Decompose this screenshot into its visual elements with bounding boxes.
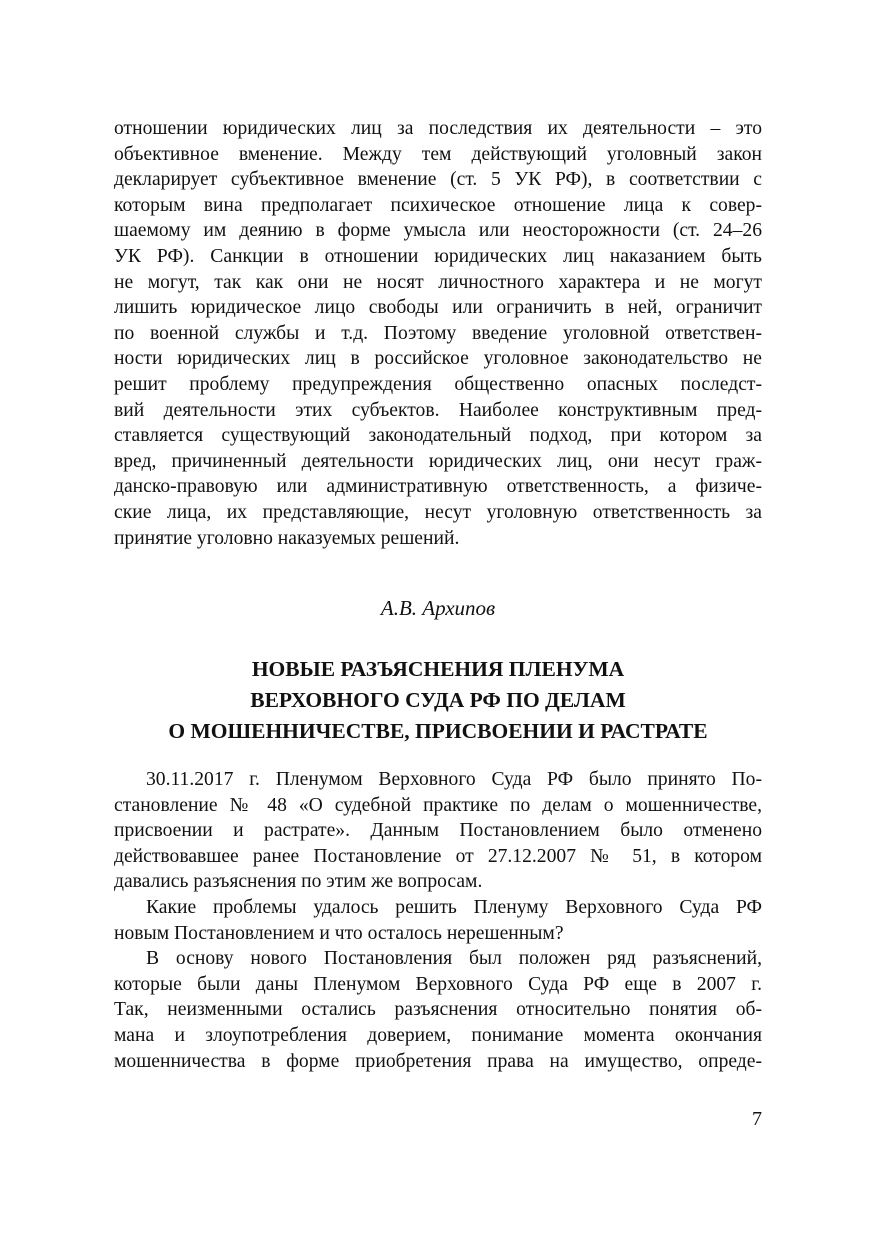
text-line: декларирует субъективное вменение (ст. 5 УК РФ), в соответствии с — [114, 169, 762, 191]
text-line: которым вина предполагает психическое отношение лица к совер- — [114, 194, 762, 216]
text-line: действовавшее ранее Постановление от 27.12.2007 № 51, в котором — [114, 845, 762, 867]
text-line: вред, причиненный деятельности юридических лиц, они несут граж- — [114, 450, 762, 472]
text-line: Так, неизменными остались разъяснения относительно понятия об- — [114, 999, 762, 1021]
text-line: объективное вменение. Между тем действующий уголовный закон — [114, 143, 762, 165]
text-line: вий деятельности этих субъектов. Наиболее конструктивным пред- — [114, 399, 762, 421]
text-line: становление № 48 «О судебной практике по делам о мошенничестве, — [114, 794, 762, 816]
text-line: шаемому им деянию в форме умысла или неосторожности (ст. 24–26 — [114, 220, 762, 242]
title-line: НОВЫЕ РАЗЪЯСНЕНИЯ ПЛЕНУМА — [251, 657, 625, 681]
article-title — [114, 654, 762, 747]
text-line: ставляется существующий законодательный подход, при котором за — [114, 425, 762, 447]
text-line: ские лица, их представляющие, несут уголовную ответственность за — [114, 501, 762, 523]
text-line: В основу нового Постановления был положен ряд разъяснений, — [146, 948, 762, 970]
text-line: решит проблему предупреждения общественно опасных последст- — [114, 373, 762, 395]
text-line: Какие проблемы удалось решить Пленуму Верховного Суда РФ — [146, 896, 762, 918]
text-line: мошенничества в форме приобретения права на имущество, опреде- — [114, 1050, 762, 1072]
text-line: 30.11.2017 г. Пленумом Верховного Суда РФ было принято По- — [146, 769, 762, 790]
text-line: новым Постановлением и что осталось нерешенным? — [114, 922, 564, 944]
text-line: данско-правовую или административную ответственность, а физиче- — [114, 476, 762, 498]
text-line: не могут, так как они не носят личностного характера и не могут — [114, 271, 762, 293]
text-line: лишить юридическое лицо свободы или ограничить в ней, ограничит — [114, 297, 762, 319]
text-line: принятие уголовно наказуемых решений. — [114, 527, 460, 549]
title-line: О МОШЕННИЧЕСТВЕ, ПРИСВОЕНИИ И РАСТРАТЕ — [168, 719, 708, 743]
text-line: присвоении и растрате». Данным Постановлением было отменено — [114, 820, 762, 842]
text-line: давались разъяснения по этим же вопросам. — [114, 871, 483, 893]
text-line: ности юридических лиц в российское уголовное законодательство не — [114, 348, 762, 370]
article-body — [114, 767, 762, 1074]
text-line: мана и злоупотребления доверием, понимание момента окончания — [114, 1024, 762, 1046]
paragraph-2 — [114, 895, 762, 946]
title-line: ВЕРХОВНОГО СУДА РФ ПО ДЕЛАМ — [250, 688, 626, 712]
paragraph-1 — [114, 767, 762, 895]
paragraph-3 — [114, 946, 762, 1074]
text-line: по военной службы и т.д. Поэтому введение уголовной ответствен- — [114, 322, 762, 344]
page-number: 7 — [752, 1108, 762, 1130]
text-line: которые были даны Пленумом Верховного Суда РФ еще в 2007 г. — [114, 973, 762, 995]
text-line: отношении юридических лиц за последствия их деятельности – это — [114, 118, 762, 139]
continuation-paragraph — [114, 116, 762, 551]
article-author: А.В. Архипов — [380, 596, 496, 620]
text-line: УК РФ). Санкции в отношении юридических лиц наказанием быть — [114, 245, 762, 267]
